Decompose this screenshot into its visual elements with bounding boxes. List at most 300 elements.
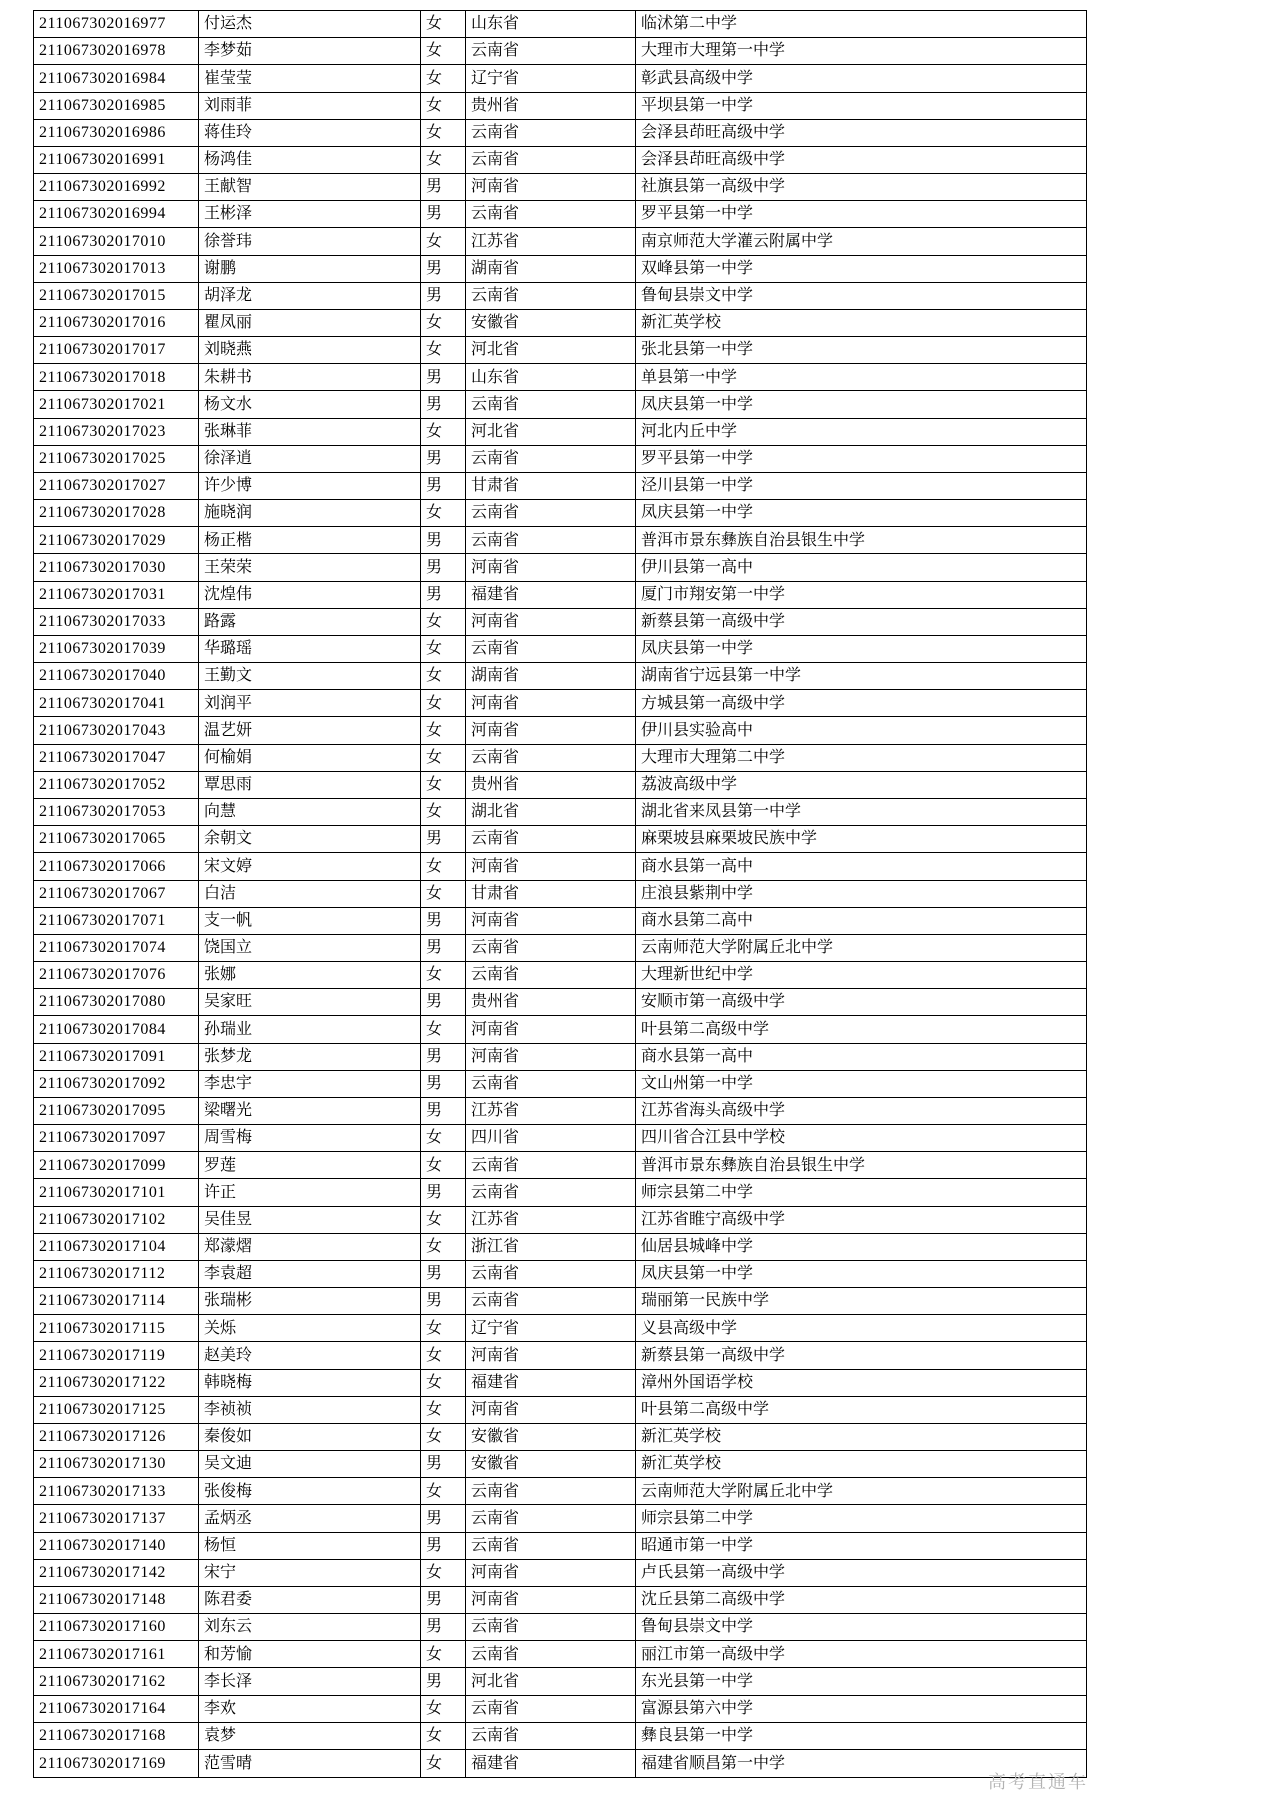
gender-cell: 女 [421,1233,466,1260]
table-row [34,1614,1087,1641]
name-cell: 杨鸿佳 [199,146,421,173]
name-cell: 关烁 [199,1315,421,1342]
province-cell: 云南省 [466,146,636,173]
exam-id-cell: 211067302017013 [34,255,199,282]
province-cell: 浙江省 [466,1233,636,1260]
school-cell: 昭通市第一中学 [636,1532,1087,1559]
name-cell: 范雪晴 [199,1750,421,1778]
gender-cell: 男 [421,445,466,472]
gender-cell: 女 [421,690,466,717]
school-cell: 泾川县第一中学 [636,472,1087,499]
exam-id-cell: 211067302017040 [34,663,199,690]
school-cell: 新汇英学校 [636,1451,1087,1478]
name-cell: 李袁超 [199,1260,421,1287]
table-row [34,472,1087,499]
exam-id-cell: 211067302017099 [34,1152,199,1179]
province-cell: 云南省 [466,744,636,771]
name-cell: 吴佳昱 [199,1206,421,1233]
name-cell: 许少博 [199,472,421,499]
exam-id-cell: 211067302017071 [34,907,199,934]
school-cell: 商水县第二高中 [636,907,1087,934]
name-cell: 和芳愉 [199,1641,421,1668]
table-row [34,771,1087,798]
table-row [34,1695,1087,1722]
name-cell: 王荣荣 [199,554,421,581]
gender-cell: 女 [421,744,466,771]
gender-cell: 女 [421,500,466,527]
table-row [34,907,1087,934]
table-row [34,554,1087,581]
name-cell: 吴文迪 [199,1451,421,1478]
gender-cell: 男 [421,1260,466,1287]
gender-cell: 女 [421,92,466,119]
school-cell: 丽江市第一高级中学 [636,1641,1087,1668]
province-cell: 云南省 [466,1641,636,1668]
name-cell: 周雪梅 [199,1125,421,1152]
table-row [34,337,1087,364]
gender-cell: 女 [421,608,466,635]
school-cell: 会泽县茚旺高级中学 [636,146,1087,173]
province-cell: 江苏省 [466,228,636,255]
province-cell: 河南省 [466,1016,636,1043]
school-cell: 临沭第二中学 [636,11,1087,38]
name-cell: 秦俊如 [199,1423,421,1450]
gender-cell: 男 [421,282,466,309]
school-cell: 新汇英学校 [636,309,1087,336]
name-cell: 何榆娟 [199,744,421,771]
province-cell: 云南省 [466,1505,636,1532]
province-cell: 云南省 [466,962,636,989]
province-cell: 福建省 [466,1750,636,1778]
exam-id-cell: 211067302017102 [34,1206,199,1233]
exam-id-cell: 211067302016978 [34,38,199,65]
province-cell: 福建省 [466,1369,636,1396]
exam-id-cell: 211067302017023 [34,418,199,445]
exam-id-cell: 211067302017053 [34,798,199,825]
school-cell: 云南师范大学附属丘北中学 [636,1478,1087,1505]
school-cell: 叶县第二高级中学 [636,1396,1087,1423]
school-cell: 普洱市景东彝族自治县银生中学 [636,527,1087,554]
exam-id-cell: 211067302017017 [34,337,199,364]
province-cell: 云南省 [466,500,636,527]
province-cell: 甘肃省 [466,472,636,499]
province-cell: 云南省 [466,635,636,662]
exam-id-cell: 211067302016992 [34,174,199,201]
name-cell: 宋宁 [199,1559,421,1586]
exam-id-cell: 211067302017112 [34,1260,199,1287]
name-cell: 余朝文 [199,826,421,853]
exam-id-cell: 211067302017137 [34,1505,199,1532]
table-row [34,1315,1087,1342]
name-cell: 王献智 [199,174,421,201]
school-cell: 大理新世纪中学 [636,962,1087,989]
province-cell: 河南省 [466,608,636,635]
exam-id-cell: 211067302017041 [34,690,199,717]
exam-id-cell: 211067302017126 [34,1423,199,1450]
province-cell: 安徽省 [466,309,636,336]
table-row [34,1668,1087,1695]
gender-cell: 男 [421,826,466,853]
name-cell: 韩晓梅 [199,1369,421,1396]
gender-cell: 女 [421,119,466,146]
name-cell: 刘雨菲 [199,92,421,119]
table-row [34,364,1087,391]
name-cell: 朱耕书 [199,364,421,391]
table-row [34,853,1087,880]
table-row [34,418,1087,445]
table-row [34,65,1087,92]
table-row [34,717,1087,744]
province-cell: 贵州省 [466,771,636,798]
exam-id-cell: 211067302017028 [34,500,199,527]
table-row [34,1233,1087,1260]
school-cell: 伊川县第一高中 [636,554,1087,581]
candidate-table-body [34,11,1087,1778]
table-row [34,1369,1087,1396]
exam-id-cell: 211067302017169 [34,1750,199,1778]
exam-id-cell: 211067302017095 [34,1097,199,1124]
name-cell: 崔莹莹 [199,65,421,92]
exam-id-cell: 211067302017031 [34,581,199,608]
province-cell: 湖南省 [466,255,636,282]
school-cell: 福建省顺昌第一中学 [636,1750,1087,1778]
exam-id-cell: 211067302016985 [34,92,199,119]
name-cell: 李欢 [199,1695,421,1722]
name-cell: 罗莲 [199,1152,421,1179]
table-row [34,880,1087,907]
gender-cell: 女 [421,1206,466,1233]
school-cell: 凤庆县第一中学 [636,1260,1087,1287]
gender-cell: 女 [421,663,466,690]
watermark: 高考直通车 [988,1772,1088,1792]
exam-id-cell: 211067302017092 [34,1070,199,1097]
table-row [34,635,1087,662]
province-cell: 云南省 [466,1070,636,1097]
table-row [34,282,1087,309]
name-cell: 徐誉玮 [199,228,421,255]
gender-cell: 女 [421,962,466,989]
exam-id-cell: 211067302017119 [34,1342,199,1369]
gender-cell: 女 [421,11,466,38]
exam-id-cell: 211067302016986 [34,119,199,146]
exam-id-cell: 211067302017030 [34,554,199,581]
gender-cell: 男 [421,934,466,961]
table-row [34,1043,1087,1070]
name-cell: 刘润平 [199,690,421,717]
table-row [34,1478,1087,1505]
exam-id-cell: 211067302017160 [34,1614,199,1641]
gender-cell: 女 [421,1342,466,1369]
province-cell: 安徽省 [466,1451,636,1478]
province-cell: 山东省 [466,11,636,38]
table-row [34,1179,1087,1206]
name-cell: 张梦龙 [199,1043,421,1070]
name-cell: 王彬泽 [199,201,421,228]
school-cell: 社旗县第一高级中学 [636,174,1087,201]
name-cell: 施晓润 [199,500,421,527]
province-cell: 云南省 [466,527,636,554]
exam-id-cell: 211067302017097 [34,1125,199,1152]
name-cell: 白洁 [199,880,421,907]
gender-cell: 男 [421,472,466,499]
school-cell: 湖南省宁远县第一中学 [636,663,1087,690]
province-cell: 云南省 [466,826,636,853]
exam-id-cell: 211067302017010 [34,228,199,255]
province-cell: 河南省 [466,690,636,717]
table-row [34,1750,1087,1778]
school-cell: 瑞丽第一民族中学 [636,1288,1087,1315]
exam-id-cell: 211067302017047 [34,744,199,771]
school-cell: 商水县第一高中 [636,1043,1087,1070]
name-cell: 张俊梅 [199,1478,421,1505]
gender-cell: 男 [421,1097,466,1124]
gender-cell: 男 [421,1668,466,1695]
table-row [34,527,1087,554]
table-row [34,228,1087,255]
gender-cell: 女 [421,337,466,364]
candidate-table [33,10,1087,1778]
name-cell: 孙瑞业 [199,1016,421,1043]
province-cell: 河南省 [466,1559,636,1586]
gender-cell: 女 [421,1750,466,1778]
school-cell: 张北县第一中学 [636,337,1087,364]
gender-cell: 女 [421,38,466,65]
gender-cell: 女 [421,1641,466,1668]
school-cell: 伊川县实验高中 [636,717,1087,744]
province-cell: 云南省 [466,1260,636,1287]
exam-id-cell: 211067302017067 [34,880,199,907]
gender-cell: 女 [421,771,466,798]
province-cell: 云南省 [466,1722,636,1749]
school-cell: 凤庆县第一中学 [636,635,1087,662]
name-cell: 孟炳丞 [199,1505,421,1532]
school-cell: 荔波高级中学 [636,771,1087,798]
school-cell: 厦门市翔安第一中学 [636,581,1087,608]
exam-id-cell: 211067302017148 [34,1586,199,1613]
exam-id-cell: 211067302016994 [34,201,199,228]
province-cell: 云南省 [466,1614,636,1641]
name-cell: 李梦茹 [199,38,421,65]
table-row [34,38,1087,65]
gender-cell: 女 [421,853,466,880]
gender-cell: 女 [421,1315,466,1342]
province-cell: 湖北省 [466,798,636,825]
school-cell: 商水县第一高中 [636,853,1087,880]
table-row [34,500,1087,527]
name-cell: 梁曙光 [199,1097,421,1124]
school-cell: 四川省合江县中学校 [636,1125,1087,1152]
school-cell: 东光县第一中学 [636,1668,1087,1695]
school-cell: 新蔡县第一高级中学 [636,608,1087,635]
school-cell: 卢氏县第一高级中学 [636,1559,1087,1586]
school-cell: 麻栗坡县麻栗坡民族中学 [636,826,1087,853]
name-cell: 胡泽龙 [199,282,421,309]
exam-id-cell: 211067302017125 [34,1396,199,1423]
province-cell: 江苏省 [466,1097,636,1124]
school-cell: 沈丘县第二高级中学 [636,1586,1087,1613]
exam-id-cell: 211067302017104 [34,1233,199,1260]
school-cell: 漳州外国语学校 [636,1369,1087,1396]
province-cell: 云南省 [466,119,636,146]
school-cell: 普洱市景东彝族自治县银生中学 [636,1152,1087,1179]
gender-cell: 女 [421,717,466,744]
exam-id-cell: 211067302017074 [34,934,199,961]
province-cell: 云南省 [466,38,636,65]
exam-id-cell: 211067302017065 [34,826,199,853]
school-cell: 双峰县第一中学 [636,255,1087,282]
table-row [34,201,1087,228]
name-cell: 刘晓燕 [199,337,421,364]
gender-cell: 男 [421,1614,466,1641]
school-cell: 凤庆县第一中学 [636,500,1087,527]
school-cell: 河北内丘中学 [636,418,1087,445]
exam-id-cell: 211067302017039 [34,635,199,662]
province-cell: 河北省 [466,337,636,364]
province-cell: 辽宁省 [466,1315,636,1342]
school-cell: 方城县第一高级中学 [636,690,1087,717]
table-row [34,744,1087,771]
table-row [34,1451,1087,1478]
gender-cell: 女 [421,635,466,662]
gender-cell: 女 [421,1695,466,1722]
school-cell: 文山州第一中学 [636,1070,1087,1097]
gender-cell: 男 [421,554,466,581]
school-cell: 湖北省来凤县第一中学 [636,798,1087,825]
name-cell: 宋文婷 [199,853,421,880]
exam-id-cell: 211067302017025 [34,445,199,472]
name-cell: 郑濛熠 [199,1233,421,1260]
school-cell: 罗平县第一中学 [636,445,1087,472]
school-cell: 单县第一中学 [636,364,1087,391]
name-cell: 王勤文 [199,663,421,690]
name-cell: 温艺妍 [199,717,421,744]
table-row [34,1260,1087,1287]
province-cell: 甘肃省 [466,880,636,907]
table-row [34,1070,1087,1097]
province-cell: 安徽省 [466,1423,636,1450]
name-cell: 路露 [199,608,421,635]
exam-id-cell: 211067302017029 [34,527,199,554]
name-cell: 付运杰 [199,11,421,38]
table-row [34,1423,1087,1450]
name-cell: 华璐瑶 [199,635,421,662]
table-row [34,798,1087,825]
exam-id-cell: 211067302017080 [34,989,199,1016]
school-cell: 彰武县高级中学 [636,65,1087,92]
table-row [34,608,1087,635]
table-row [34,663,1087,690]
exam-id-cell: 211067302017018 [34,364,199,391]
gender-cell: 男 [421,989,466,1016]
table-row [34,1016,1087,1043]
table-row [34,989,1087,1016]
exam-id-cell: 211067302017133 [34,1478,199,1505]
table-row [34,1125,1087,1152]
school-cell: 彝良县第一中学 [636,1722,1087,1749]
school-cell: 云南师范大学附属丘北中学 [636,934,1087,961]
gender-cell: 男 [421,364,466,391]
gender-cell: 女 [421,1478,466,1505]
school-cell: 大理市大理第二中学 [636,744,1087,771]
school-cell: 南京师范大学灌云附属中学 [636,228,1087,255]
province-cell: 贵州省 [466,92,636,119]
table-row [34,92,1087,119]
province-cell: 云南省 [466,1288,636,1315]
table-row [34,174,1087,201]
gender-cell: 女 [421,1016,466,1043]
school-cell: 江苏省海头高级中学 [636,1097,1087,1124]
school-cell: 安顺市第一高级中学 [636,989,1087,1016]
gender-cell: 女 [421,798,466,825]
gender-cell: 男 [421,1451,466,1478]
name-cell: 谢鹏 [199,255,421,282]
exam-id-cell: 211067302017130 [34,1451,199,1478]
province-cell: 河北省 [466,418,636,445]
gender-cell: 女 [421,1423,466,1450]
table-row [34,146,1087,173]
school-cell: 新蔡县第一高级中学 [636,1342,1087,1369]
province-cell: 河北省 [466,1668,636,1695]
table-row [34,1097,1087,1124]
school-cell: 大理市大理第一中学 [636,38,1087,65]
table-row [34,962,1087,989]
province-cell: 云南省 [466,1179,636,1206]
province-cell: 云南省 [466,1478,636,1505]
school-cell: 鲁甸县崇文中学 [636,1614,1087,1641]
province-cell: 河南省 [466,1586,636,1613]
table-row [34,1505,1087,1532]
name-cell: 沈煌伟 [199,581,421,608]
province-cell: 云南省 [466,282,636,309]
gender-cell: 女 [421,309,466,336]
name-cell: 刘东云 [199,1614,421,1641]
gender-cell: 女 [421,880,466,907]
exam-id-cell: 211067302016977 [34,11,199,38]
exam-id-cell: 211067302016991 [34,146,199,173]
name-cell: 蒋佳玲 [199,119,421,146]
province-cell: 云南省 [466,1532,636,1559]
exam-id-cell: 211067302017164 [34,1695,199,1722]
gender-cell: 男 [421,1043,466,1070]
name-cell: 张瑞彬 [199,1288,421,1315]
province-cell: 河南省 [466,1043,636,1070]
province-cell: 云南省 [466,201,636,228]
table-row [34,445,1087,472]
gender-cell: 女 [421,1559,466,1586]
gender-cell: 女 [421,1722,466,1749]
province-cell: 云南省 [466,1152,636,1179]
table-row [34,1532,1087,1559]
province-cell: 云南省 [466,1695,636,1722]
name-cell: 吴家旺 [199,989,421,1016]
name-cell: 赵美玲 [199,1342,421,1369]
gender-cell: 男 [421,907,466,934]
province-cell: 四川省 [466,1125,636,1152]
exam-id-cell: 211067302017084 [34,1016,199,1043]
school-cell: 富源县第六中学 [636,1695,1087,1722]
table-row [34,826,1087,853]
name-cell: 杨正楷 [199,527,421,554]
table-row [34,1722,1087,1749]
exam-id-cell: 211067302017091 [34,1043,199,1070]
name-cell: 袁梦 [199,1722,421,1749]
table-row [34,309,1087,336]
exam-id-cell: 211067302017142 [34,1559,199,1586]
gender-cell: 男 [421,527,466,554]
name-cell: 饶国立 [199,934,421,961]
name-cell: 杨恒 [199,1532,421,1559]
school-cell: 罗平县第一中学 [636,201,1087,228]
